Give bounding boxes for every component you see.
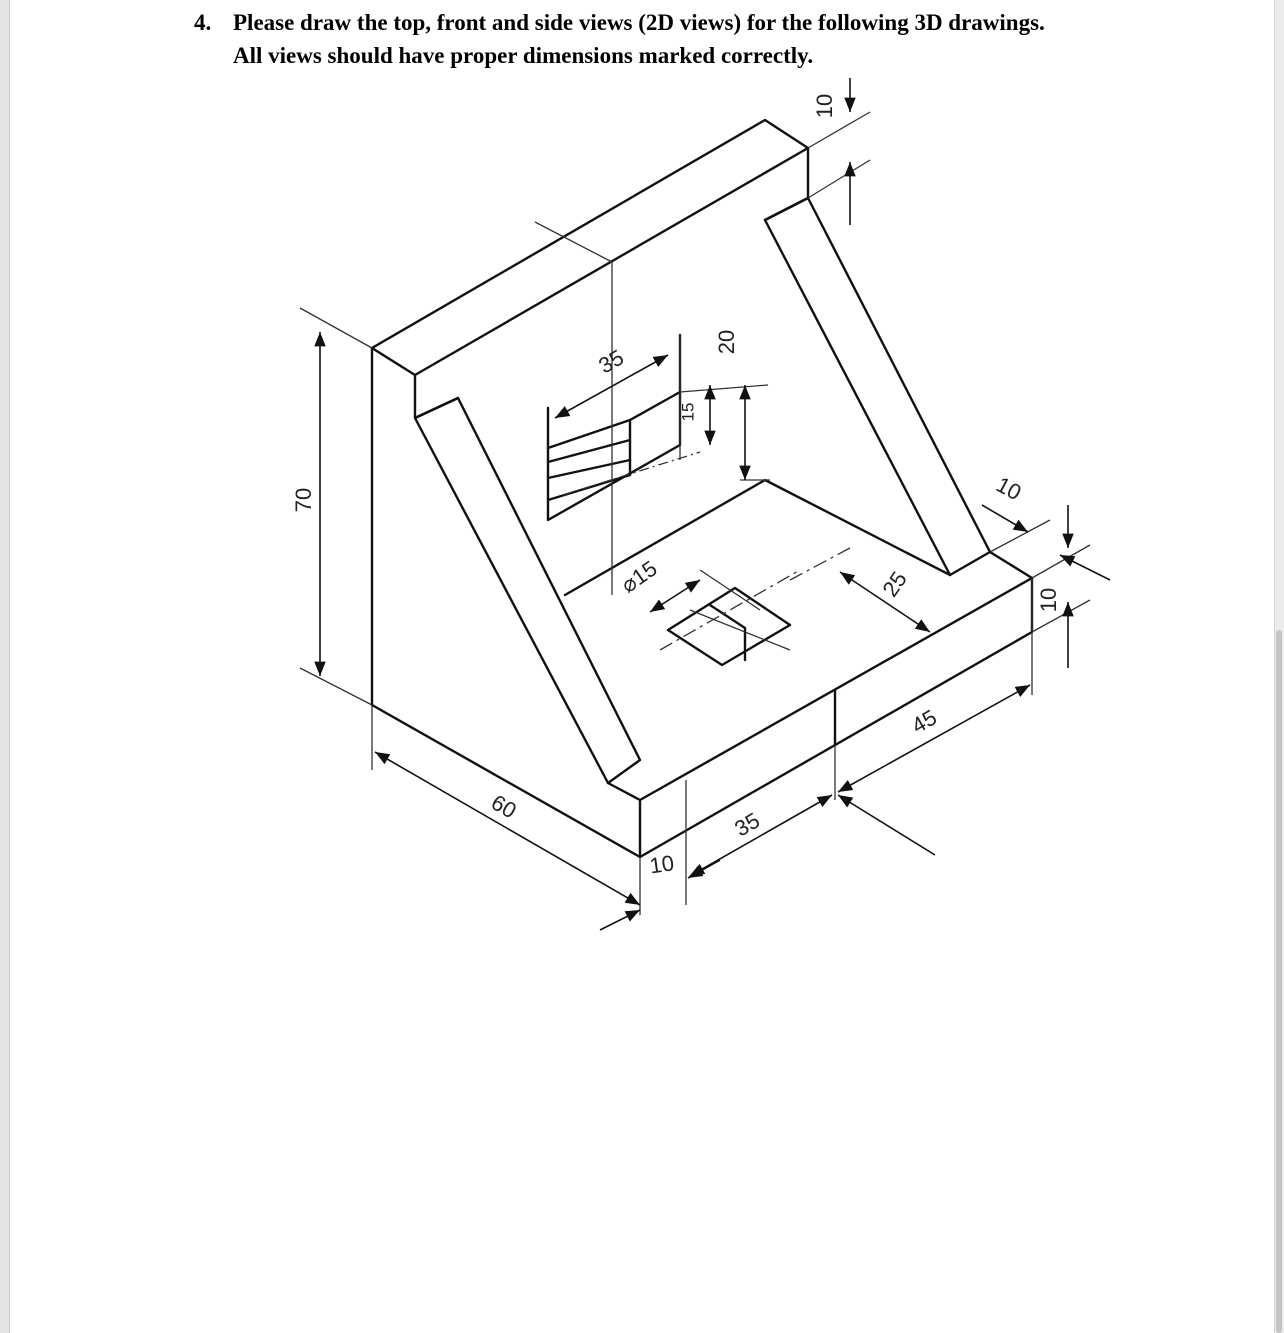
rib-base-joint-right — [990, 552, 1032, 578]
dim-label-10-base: 10 — [1035, 587, 1061, 613]
question-number: 4. — [194, 10, 212, 35]
question-instruction-line1: Please draw the top, front and side views (2D views) for the following 3D drawings. — [233, 10, 1045, 35]
dim-label-60: 60 — [486, 789, 521, 824]
dim-label-35-slot: 35 — [594, 344, 629, 379]
dim-label-45: 45 — [907, 704, 942, 739]
dim-label-35-front: 35 — [730, 807, 765, 842]
question-instruction-line2: All views should have proper dimensions marked correctly. — [233, 43, 814, 68]
square-hole-inner — [710, 605, 745, 660]
dimension-labels — [291, 94, 1061, 879]
dim-label-15-slot: 15 — [678, 402, 698, 422]
dim-arrow-10-rib-b — [1060, 555, 1110, 580]
dim-label-10-rib: 10 — [992, 471, 1026, 506]
dim-line-dia15 — [650, 580, 700, 612]
dim-arrow-10-left — [600, 910, 640, 930]
slot-top-inner — [630, 392, 680, 420]
right-rib — [765, 198, 990, 575]
base-bottom-left-edge — [372, 705, 640, 857]
dim-label-dia15: ⌀15 — [616, 555, 662, 598]
square-hole — [668, 588, 790, 665]
rib-base-joint — [608, 783, 640, 800]
dim-line-45 — [838, 685, 1030, 792]
object-outline — [372, 120, 1032, 857]
dim-label-70: 70 — [290, 487, 316, 513]
dim-label-10-front: 10 — [647, 850, 676, 879]
dim-line-60 — [375, 752, 640, 905]
back-wall-top-face — [372, 120, 808, 375]
dim-line-35 — [690, 795, 832, 876]
dim-label-25: 25 — [877, 566, 912, 602]
slot-hline3 — [548, 460, 630, 478]
dim-arrow-10-rib-a — [982, 505, 1028, 532]
left-rib — [415, 398, 640, 783]
dim-label-10-top: 10 — [811, 93, 837, 119]
dim-label-20: 20 — [713, 329, 739, 355]
dim-leader-45 — [838, 795, 935, 855]
dimension-lines — [320, 78, 1110, 930]
back-wall-inner-edge — [415, 375, 458, 418]
